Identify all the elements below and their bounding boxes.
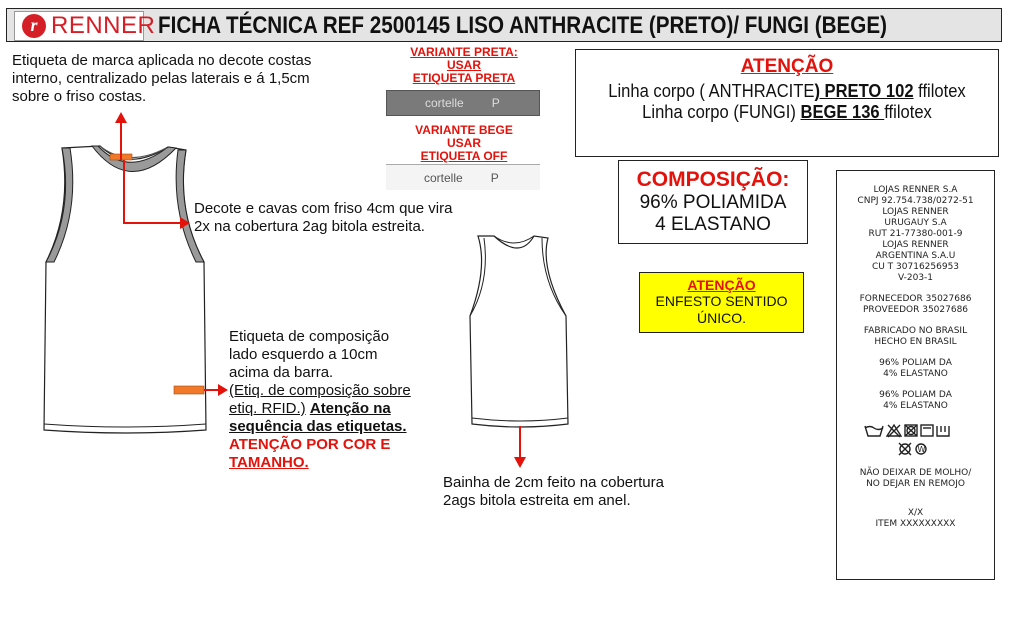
care-line: V-203-1 bbox=[897, 273, 934, 283]
note-line: interno, centralizado pelas laterais e á 1,5cm bbox=[12, 70, 310, 87]
hem-note bbox=[443, 474, 664, 510]
care-line: 96% POLIAM DA bbox=[879, 358, 952, 368]
care-composition-es bbox=[837, 390, 994, 412]
note-attention-color: TAMANHO. bbox=[229, 454, 309, 471]
care-line: CU T 30716256953 bbox=[871, 262, 960, 272]
care-origin-block bbox=[837, 326, 994, 348]
variant-beige bbox=[384, 124, 544, 163]
thread-line-text: Linha corpo ( ANTHRACITE bbox=[608, 81, 815, 101]
care-line: URUGAUY S.A bbox=[884, 218, 947, 228]
care-line: CNPJ 92.754.738/0272-51 bbox=[857, 196, 974, 206]
note-attention-color: ATENÇÃO POR COR E bbox=[229, 436, 391, 453]
thread-line-1 bbox=[592, 81, 982, 102]
composition-line: 4 ELASTANO bbox=[655, 214, 771, 235]
variant-title: VARIANTE BEGE bbox=[415, 123, 513, 137]
laundry-care-icons bbox=[837, 422, 996, 458]
note-line: Bainha de 2cm feito na cobertura bbox=[443, 474, 664, 491]
care-line: NÃO DEIXAR DE MOLHO/ bbox=[859, 468, 972, 478]
care-line: NO DEJAR EN REMOJO bbox=[866, 479, 965, 489]
variant-title: USAR bbox=[446, 58, 481, 72]
care-line: FABRICADO NO BRASIL bbox=[863, 326, 968, 336]
care-warning-block bbox=[837, 468, 994, 490]
thread-line-text: Linha corpo (FUNGI) bbox=[642, 102, 801, 122]
thread-attention-content bbox=[575, 56, 999, 123]
care-line: 96% POLIAM DA bbox=[879, 390, 952, 400]
swatch-size: P bbox=[491, 96, 500, 110]
care-company-block bbox=[837, 185, 994, 284]
variant-black bbox=[384, 46, 544, 85]
note-line: (Etiq. de composição sobre bbox=[229, 382, 411, 399]
thread-line-text: ffilotex bbox=[884, 102, 932, 122]
care-symbols bbox=[837, 422, 994, 458]
note-attention: sequência das etiquetas. bbox=[229, 418, 407, 435]
page-title: FICHA TÉCNICA REF 2500145 LISO ANTHRACITE (PRETO)/ FUNGI (BEGE) bbox=[158, 12, 887, 39]
care-line: 4% ELASTANO bbox=[883, 369, 948, 379]
care-line: LOJAS RENNER bbox=[882, 240, 949, 250]
enfesto-line: ÚNICO. bbox=[697, 310, 746, 326]
note-line: acima da barra. bbox=[229, 364, 334, 381]
note-line: Etiqueta de composição bbox=[229, 328, 390, 345]
care-supplier-block bbox=[837, 294, 994, 316]
care-size-block bbox=[837, 508, 994, 530]
note-line: lado esquerdo a 10cm bbox=[229, 346, 378, 363]
thread-line-2 bbox=[592, 102, 982, 123]
note-attention: Atenção na bbox=[309, 400, 391, 417]
note-line: 2x na cobertura 2ag bitola estreita. bbox=[194, 218, 425, 235]
note-line: etiq. RFID.) bbox=[229, 400, 306, 417]
care-line: FORNECEDOR 35027686 bbox=[859, 294, 972, 304]
swatch-brand: cortelle bbox=[425, 96, 464, 110]
variant-title: VARIANTE PRETA: bbox=[410, 45, 518, 59]
care-line: 4% ELASTANO bbox=[883, 401, 948, 411]
spreading-attention-box bbox=[639, 272, 804, 333]
brand-name: RENNER bbox=[51, 12, 156, 39]
care-line: LOJAS RENNER bbox=[882, 207, 949, 217]
attention-title: ATENÇÃO bbox=[740, 56, 834, 77]
enfesto-title: ATENÇÃO bbox=[687, 277, 756, 293]
care-size: X/X bbox=[907, 508, 924, 518]
brand-logo-icon: r bbox=[22, 14, 46, 38]
care-line: PROVEEDOR 35027686 bbox=[862, 305, 969, 315]
care-line: ARGENTINA S.A.U bbox=[875, 251, 956, 261]
enfesto-line: ENFESTO SENTIDO bbox=[655, 293, 788, 309]
note-line: 2ags bitola estreita em anel. bbox=[443, 492, 631, 509]
composition-line: 96% POLIAMIDA bbox=[639, 192, 787, 213]
care-composition-pt bbox=[837, 358, 994, 380]
note-line: Etiqueta de marca aplicada no decote costas bbox=[12, 52, 312, 69]
variant-title: USAR bbox=[446, 136, 481, 150]
note-line: Decote e cavas com friso 4cm que vira bbox=[194, 200, 453, 217]
swatch-size: P bbox=[490, 170, 499, 185]
care-line: LOJAS RENNER S.A bbox=[873, 185, 958, 195]
variant-title: ETIQUETA PRETA bbox=[412, 71, 516, 85]
composition-box bbox=[618, 160, 808, 244]
thread-line-code: ) PRETO 102 bbox=[814, 81, 914, 101]
swatch-brand: cortelle bbox=[424, 170, 463, 185]
thread-line-text: ffilotex bbox=[913, 81, 966, 101]
label-swatch-beige bbox=[386, 164, 540, 190]
care-line: HECHO EN BRASIL bbox=[874, 337, 957, 347]
note-line: sobre o friso costas. bbox=[12, 88, 147, 105]
svg-text:W: W bbox=[917, 445, 926, 454]
label-swatch-black bbox=[386, 90, 540, 116]
care-item: ITEM XXXXXXXXX bbox=[875, 519, 956, 529]
variant-title: ETIQUETA OFF bbox=[420, 149, 508, 163]
composition-title: COMPOSIÇÃO: bbox=[636, 168, 790, 191]
thread-line-code: BEGE 136 bbox=[800, 102, 885, 122]
care-label bbox=[836, 170, 995, 580]
care-line: RUT 21-77380-001-9 bbox=[868, 229, 963, 239]
